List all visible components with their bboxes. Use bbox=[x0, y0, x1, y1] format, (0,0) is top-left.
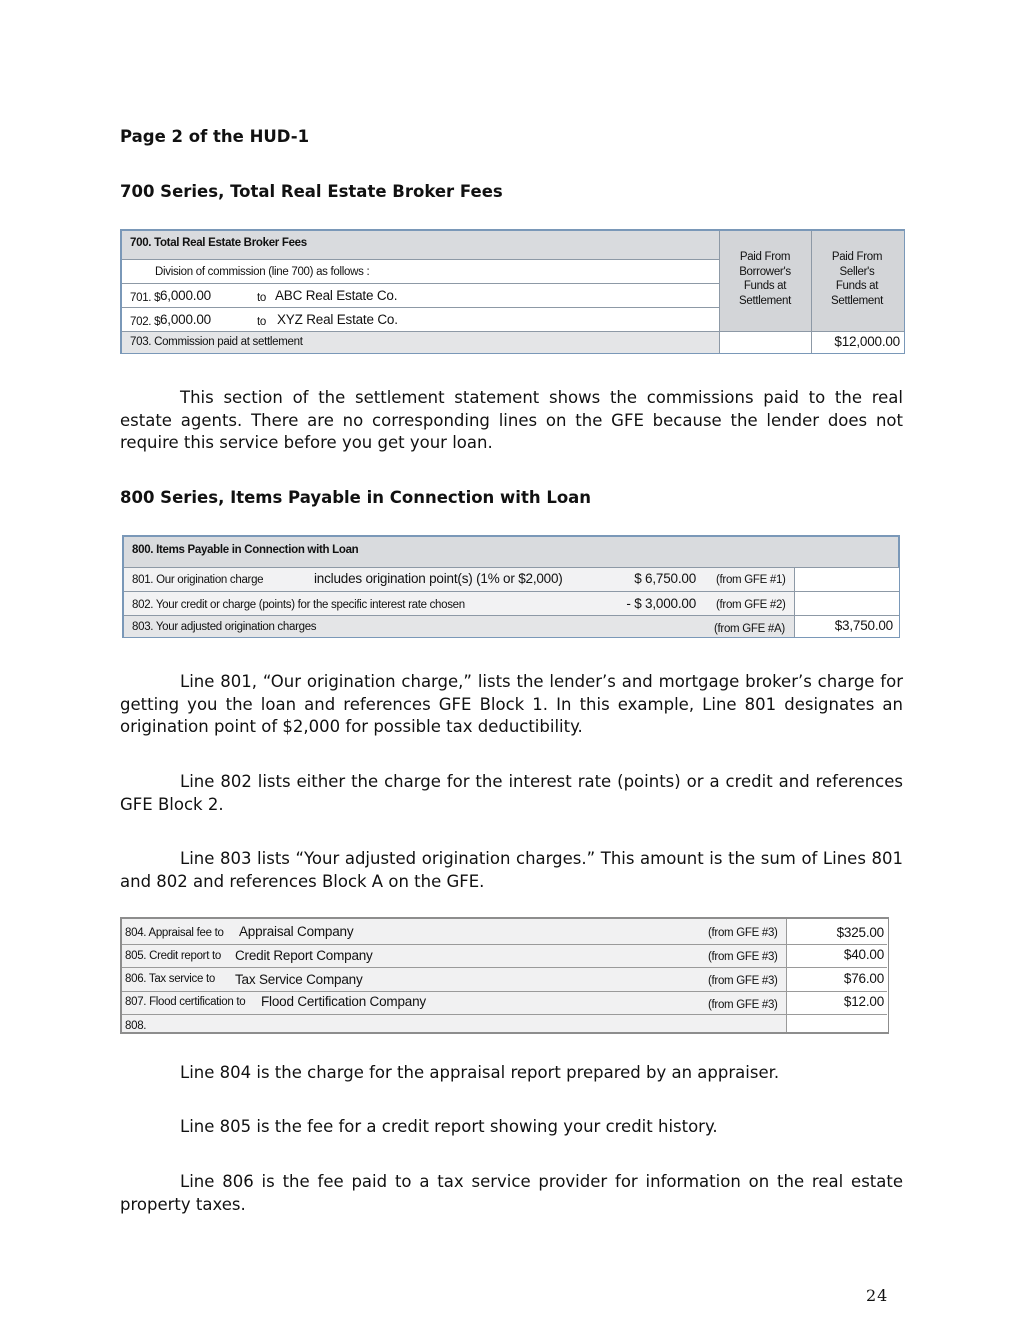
line-701-number: 701. $ bbox=[130, 292, 161, 304]
line-702-amount: 6,000.00 bbox=[160, 312, 211, 327]
line-801-amount: $ 6,750.00 bbox=[634, 571, 696, 586]
line-804-amount: $325.00 bbox=[836, 925, 884, 940]
line-803-total: $3,750.00 bbox=[834, 618, 893, 633]
form-804-808 bbox=[120, 917, 889, 1034]
line-806-payee: Tax Service Company bbox=[235, 972, 363, 987]
line-807-payee: Flood Certification Company bbox=[261, 994, 426, 1009]
line-802-amount: - $ 3,000.00 bbox=[626, 596, 696, 611]
line-701-amount: 6,000.00 bbox=[160, 288, 211, 303]
paragraph-802: Line 802 lists either the charge for the interest rate (points) or a credit and references GFE Block 2. bbox=[120, 772, 903, 814]
line-806-amount: $76.00 bbox=[843, 971, 884, 986]
form-800-title: 800. Items Payable in Connection with Loan bbox=[132, 544, 359, 556]
line-702-number: 702. $ bbox=[130, 316, 161, 328]
line-806-ref: (from GFE #3) bbox=[708, 975, 778, 987]
line-804-label: 804. Appraisal fee to bbox=[125, 927, 224, 939]
line-802-label: 802. Your credit or charge (points) for the specific interest rate chosen bbox=[132, 599, 465, 611]
section-800-heading: 800 Series, Items Payable in Connection with Loan bbox=[120, 488, 592, 507]
line-805-payee: Credit Report Company bbox=[235, 948, 373, 963]
line-702-to: to bbox=[257, 316, 266, 328]
section-700-heading: 700 Series, Total Real Estate Broker Fees bbox=[120, 182, 503, 201]
line-702-payee: XYZ Real Estate Co. bbox=[277, 312, 398, 327]
col-borrower-header: Paid From Borrower's Funds at Settlement bbox=[739, 251, 791, 307]
paragraph-801: Line 801, “Our origination charge,” lists the lender’s and mortgage broker’s charge for getting you the loan and references GFE Block 1. In this example, Line 801 designates an origination point of $2,000 for possible tax deductibility. bbox=[120, 672, 903, 736]
line-806-label: 806. Tax service to bbox=[125, 973, 215, 985]
paragraph-803: Line 803 lists “Your adjusted origination charges.” This amount is the sum of Lines 801 and 802 and references Block A on the GFE. bbox=[120, 849, 903, 891]
line-703-label: 703. Commission paid at settlement bbox=[130, 336, 303, 348]
line-804-ref: (from GFE #3) bbox=[708, 927, 778, 939]
form-800 bbox=[122, 535, 900, 638]
division-label: Division of commission (line 700) as follows : bbox=[155, 266, 370, 278]
line-803-label: 803. Your adjusted origination charges bbox=[132, 621, 317, 633]
paragraph-805: Line 805 is the fee for a credit report showing your credit history. bbox=[180, 1117, 718, 1136]
line-703-seller-value: $12,000.00 bbox=[834, 334, 900, 349]
line-807-label: 807. Flood certification to bbox=[125, 996, 246, 1008]
form-700 bbox=[120, 229, 905, 354]
paragraph-806: Line 806 is the fee paid to a tax service provider for information on the real estate property taxes. bbox=[120, 1172, 903, 1214]
line-801-label: 801. Our origination charge bbox=[132, 574, 264, 586]
line-701-payee: ABC Real Estate Co. bbox=[275, 288, 398, 303]
line-805-amount: $40.00 bbox=[843, 947, 884, 962]
page-heading: Page 2 of the HUD-1 bbox=[120, 127, 310, 146]
line-804-payee: Appraisal Company bbox=[239, 924, 354, 939]
line-807-amount: $12.00 bbox=[843, 994, 884, 1009]
line-801-ref: (from GFE #1) bbox=[716, 574, 786, 586]
line-807-ref: (from GFE #3) bbox=[708, 999, 778, 1011]
paragraph-804: Line 804 is the charge for the appraisal report prepared by an appraiser. bbox=[180, 1063, 780, 1082]
line-802-ref: (from GFE #2) bbox=[716, 599, 786, 611]
line-805-ref: (from GFE #3) bbox=[708, 951, 778, 963]
paragraph-700: This section of the settlement statement shows the commissions paid to the real estate agents. There are no corresponding lines on the GFE because the lender does not require this service before you get your loan. bbox=[120, 388, 903, 452]
line-805-label: 805. Credit report to bbox=[125, 950, 221, 962]
page-number: 24 bbox=[866, 1286, 889, 1305]
line-801-note: includes origination point(s) (1% or $2,000) bbox=[314, 571, 563, 586]
line-808-label: 808. bbox=[125, 1020, 147, 1032]
col-seller-header: Paid From Seller's Funds at Settlement bbox=[831, 251, 883, 307]
line-803-ref: (from GFE #A) bbox=[714, 623, 785, 635]
line-701-to: to bbox=[257, 292, 266, 304]
form-700-title: 700. Total Real Estate Broker Fees bbox=[130, 237, 307, 249]
